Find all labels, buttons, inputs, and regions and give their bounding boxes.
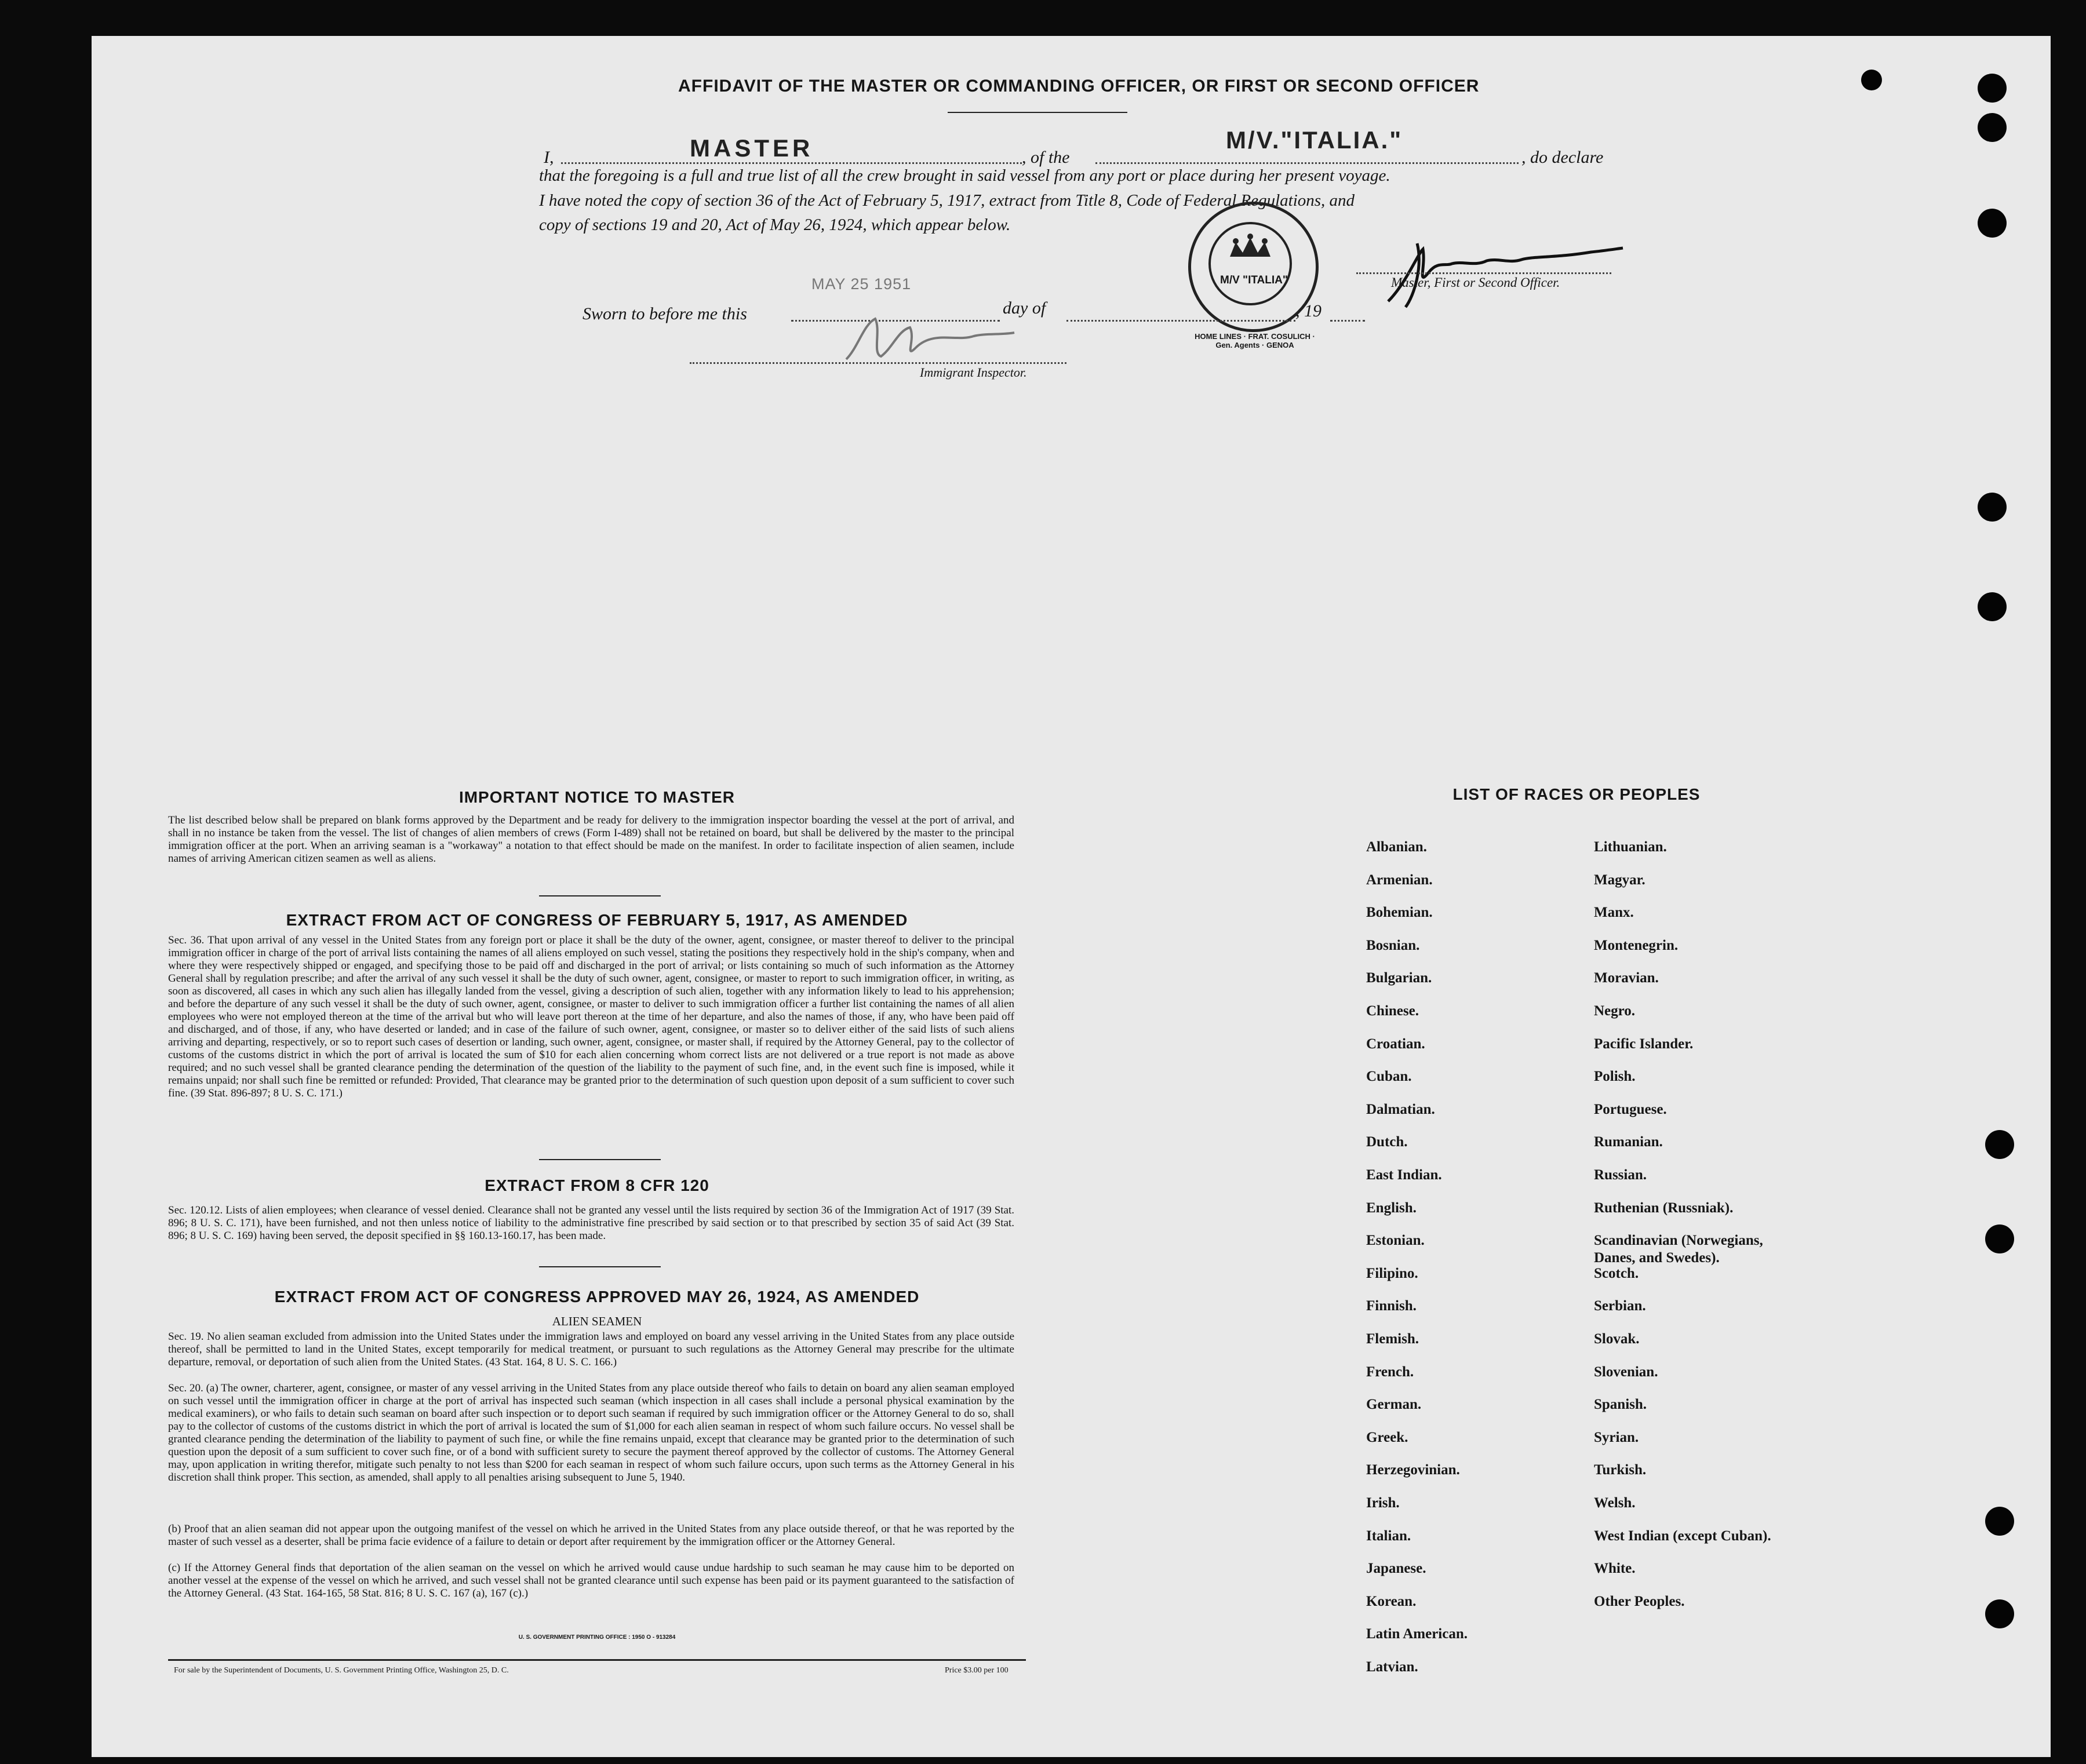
punch-hole [1861, 70, 1882, 90]
race-item: Turkish. [1594, 1462, 1647, 1478]
punch-hole [1978, 592, 2007, 621]
affidavit-title: AFFIDAVIT OF THE MASTER OR COMMANDING OFFICER, OR FIRST OR SECOND OFFICER [678, 76, 1480, 96]
title-rule [948, 112, 1127, 113]
extract-1924-sec19: Sec. 19. No alien seaman excluded from admission into the United States under the immigration laws and employed on board any vessel arriving in the United States from any place outside thereof, shall be permitted to land in the United States, except temporarily for medical treatment, or pursuant to such regulations as the Attorney General may prescribe for the ultimate departure, removal, or deportation of such alien from the United States. (43 Stat. 164, 8 U. S. C. 166.) [168, 1331, 1014, 1368]
race-item: Pacific Islander. [1594, 1036, 1694, 1052]
extract-1924-sec20b: (b) Proof that an alien seaman did not appear upon the outgoing manifest of the vessel on which he arrived in the United States from any place outside thereof, or that he was reported by the master of such vessel as a deserter, shall be prima facie evidence of a failure to detain or deport after requirement by the immigration officer or the Attorney General. [168, 1523, 1014, 1548]
alien-seamen-subtitle: ALIEN SEAMEN [552, 1314, 642, 1328]
race-item: Greek. [1366, 1429, 1408, 1445]
inspector-label: Immigrant Inspector. [920, 365, 1027, 380]
race-item: Serbian. [1594, 1298, 1646, 1314]
race-item: Latvian. [1366, 1659, 1418, 1675]
punch-hole [1978, 493, 2007, 522]
document-page [92, 36, 2051, 1757]
race-item: Polish. [1594, 1069, 1636, 1085]
inspector-signature [840, 307, 1020, 371]
punch-hole [1978, 209, 2007, 238]
signer-label: Master, First or Second Officer. [1391, 275, 1560, 290]
race-item: Danes, and Swedes). [1594, 1250, 1720, 1266]
race-item: West Indian (except Cuban). [1594, 1528, 1771, 1544]
race-item: French. [1366, 1364, 1414, 1380]
race-item: Manx. [1594, 905, 1634, 921]
punch-hole [1985, 1224, 2014, 1253]
inspector-line [690, 362, 1066, 364]
date-stamp: MAY 25 1951 [811, 275, 912, 293]
race-item: Spanish. [1594, 1397, 1647, 1413]
affidavit-line4: copy of sections 19 and 20, Act of May 26, 1924, which appear below. [539, 216, 1011, 234]
race-item: Finnish. [1366, 1298, 1417, 1314]
race-item: Scandinavian (Norwegians, [1594, 1233, 1763, 1249]
punch-hole [1978, 74, 2007, 103]
notice-text: The list described below shall be prepared on blank forms approved by the Department and be ready for delivery to the immigration inspector boarding the vessel at the port of arrival, and shall in no instance be taken from the vessel. The list of changes of alien members of crews (Form I-489) shall not be retained on board, but shall be delivered by the master to the principal immigration officer at the port. When an arriving seaman is a "workaway" a notation to that effect should be made on the manifest. In order to facilitate inspection of alien seamen, include names of arriving American citizen seamen as well as aliens. [168, 814, 1014, 865]
race-item: Filipino. [1366, 1265, 1418, 1281]
race-item: Ruthenian (Russniak). [1594, 1200, 1734, 1216]
race-item: Welsh. [1594, 1495, 1636, 1511]
race-item: Korean. [1366, 1593, 1417, 1609]
race-item: Italian. [1366, 1528, 1411, 1544]
race-item: Slovenian. [1594, 1364, 1658, 1380]
extract-cfr-title: EXTRACT FROM 8 CFR 120 [485, 1176, 709, 1194]
do-declare-label: , do declare [1521, 148, 1604, 167]
race-item: English. [1366, 1200, 1417, 1216]
race-item: Albanian. [1366, 839, 1427, 855]
race-item: Dutch. [1366, 1134, 1408, 1150]
printing-office-line: U. S. GOVERNMENT PRINTING OFFICE : 1950 O - 913284 [518, 1634, 676, 1641]
race-item: White. [1594, 1561, 1636, 1577]
race-item: Irish. [1366, 1495, 1400, 1511]
punch-hole [1978, 113, 2007, 142]
race-item: Bosnian. [1366, 937, 1420, 953]
extract-1917-rule [539, 1159, 661, 1160]
extract-1917-text: Sec. 36. That upon arrival of any vessel in the United States from any foreign port or place it shall be the duty of the owner, agent, consignee, or master thereof to deliver to the principal immigration officer in charge of the port of arrival lists containing the names of all aliens employed on such vessel, stating the positions they respectively hold in the ship's company, when and where they were respectively shipped or engaged, and specifying those to be paid off and discharged in the port of arrival; or lists containing so much of such information as the Attorney General shall by regulation prescribe; and after the arrival of any such vessel it shall be the duty of such owner, agent, consignee, or master to report to such immigration officer, in writing, as soon as discovered, all cases in which any such alien has illegally landed from the vessel, giving a description of such alien, together with any information likely to lead to his apprehension; and before the departure of any such vessel it shall be the duty of such owner, agent, consignee, or master to deliver to such immigration officer a further list containing the names of all alien employees who were not employed thereon at the time of the arrival but who will leave port thereon at the time of her departure, and also the names of those, if any, who have been paid off and discharged, and of those, if any, who have deserted or landed; and in case of the failure of such owner, agent, consignee, or master so to deliver either of the said lists of such aliens arriving and departing, respectively, or so to report such cases of desertion or landing, such owner, agent, consignee, or master shall, if required by the Attorney General, pay to the collector of customs of the customs district in which the port of arrival is located the sum of $10 for each alien concerning whom correct lists are not delivered or a true report is not made as above required; and no such vessel shall be granted clearance pending the determination of the question of the liability to the payment of such fine, and, in the event such fine is imposed, while it remains unpaid; nor shall such fine be remitted or refunded: Provided, That clearance may be granted prior to the determination of such question upon deposit of a sum sufficient to cover such fine. (39 Stat. 896-897; 8 U. S. C. 171.) [168, 934, 1014, 1099]
race-item: Scotch. [1594, 1265, 1639, 1281]
races-title: LIST OF RACES OR PEOPLES [1452, 785, 1701, 803]
race-item: Dalmatian. [1366, 1101, 1435, 1117]
race-item: Cuban. [1366, 1069, 1412, 1085]
race-item: Flemish. [1366, 1331, 1419, 1347]
extract-cfr-rule [539, 1266, 661, 1267]
vessel-name: M/V."ITALIA." [1226, 126, 1403, 154]
race-item: Rumanian. [1594, 1134, 1663, 1150]
race-item: Negro. [1594, 1003, 1636, 1019]
extract-1924-sec20a: Sec. 20. (a) The owner, charterer, agent, consignee, or master of any vessel arriving in the United States from any place outside thereof who fails to detain on board any alien seaman employed on such vessel until the immigration officer in charge at the port of arrival has inspected such seaman (which inspection in all cases shall include a personal physical examination by the medical examiners), or who fails to detain such seaman on board after such inspection or to deport such seaman if required by such immigration officer or the Attorney General to do so, shall pay to the collector of customs of the customs district in which the port of arrival is located the sum of $1,000 for each alien seaman in respect of whom such failure occurs. No vessel shall be granted clearance pending the determination of the liability to payment of such fine, or while the fine remains unpaid, except that clearance may be granted prior to the determination of such question upon the deposit of a sum sufficient to cover such fine, or of a bond with sufficient surety to secure the payment thereof approved by the collector of customs. The Attorney General may, upon application in writing therefor, mitigate such penalty to not less than $200 for each seaman in respect of whom such failure occurs, upon such terms as the Attorney General in his discretion shall think proper. This section, as amended, shall apply to all penalties arising subsequent to June 5, 1940. [168, 1382, 1014, 1484]
notice-rule [539, 895, 661, 896]
i-label: I, [544, 148, 554, 167]
race-item: Moravian. [1594, 970, 1659, 986]
race-item: Latin American. [1366, 1626, 1468, 1642]
race-item: Japanese. [1366, 1561, 1426, 1577]
stamp-center-text: M/V "ITALIA" [1220, 274, 1288, 286]
year-line [1330, 320, 1365, 322]
affidavit-line2: that the foregoing is a full and true list of all the crew brought in said vessel from any port or place during her present voyage. [539, 166, 1390, 185]
punch-hole [1985, 1599, 2014, 1628]
race-item: Herzegovinian. [1366, 1462, 1460, 1478]
punch-hole [1985, 1507, 2014, 1536]
notice-title: IMPORTANT NOTICE TO MASTER [458, 788, 736, 806]
race-item: East Indian. [1366, 1167, 1442, 1183]
day-of-label: day of [1003, 298, 1046, 318]
extract-1924-title: EXTRACT FROM ACT OF CONGRESS APPROVED MAY 26, 1924, AS AMENDED [274, 1288, 920, 1306]
footer-rule [168, 1659, 1026, 1661]
race-item: Other Peoples. [1594, 1593, 1685, 1609]
race-item: Russian. [1594, 1167, 1647, 1183]
race-item: Lithuanian. [1594, 839, 1667, 855]
race-item: Slovak. [1594, 1331, 1640, 1347]
race-item: Syrian. [1594, 1429, 1639, 1445]
stamp-outer-text: HOME LINES · FRAT. COSULICH · Gen. Agents · GENOA [1195, 332, 1315, 349]
year-label: , 19 [1295, 301, 1322, 320]
race-item: Magyar. [1594, 872, 1645, 888]
race-item: Bohemian. [1366, 905, 1433, 921]
signature-line [1356, 272, 1611, 274]
race-item: Bulgarian. [1366, 970, 1432, 986]
extract-cfr-text: Sec. 120.12. Lists of alien employees; when clearance of vessel denied. Clearance shall not be granted any vessel until the lists required by section 36 of the Immigration Act of 1917 (39 Stat. 896; 8 U. S. C. 171), have been furnished, and not then unless notice of liability to the administrative fine prescribed by said section or to that prescribed by section 35 of said Act (39 Stat. 896; 8 U. S. C. 169) having been served, the deposit specified in §§ 160.13-160.17, has been made. [168, 1204, 1014, 1242]
race-item: Estonian. [1366, 1233, 1425, 1249]
race-item: Montenegrin. [1594, 937, 1679, 953]
of-the-label: , of the [1022, 148, 1070, 167]
stamp-seal-graphic [1188, 202, 1313, 326]
race-item: Croatian. [1366, 1036, 1425, 1052]
punch-hole [1985, 1130, 2014, 1159]
affidavit-line3: I have noted the copy of section 36 of the Act of February 5, 1917, extract from Title 8, Code of Federal Regulations, and [539, 191, 1355, 210]
day-line [1066, 320, 1295, 322]
sale-notice: For sale by the Superintendent of Documents, U. S. Government Printing Office, Washington 25, D. C. [174, 1666, 509, 1675]
officer-line [561, 162, 1022, 164]
sworn-label: Sworn to before me this [583, 304, 747, 323]
extract-1917-title: EXTRACT FROM ACT OF CONGRESS OF FEBRUARY 5, 1917, AS AMENDED [286, 911, 908, 929]
officer-name: MASTER [690, 134, 814, 162]
race-item: Armenian. [1366, 872, 1433, 888]
race-item: German. [1366, 1397, 1422, 1413]
race-item: Portuguese. [1594, 1101, 1667, 1117]
vessel-line [1095, 162, 1519, 164]
race-item: Chinese. [1366, 1003, 1419, 1019]
price-notice: Price $3.00 per 100 [945, 1666, 1009, 1675]
extract-1924-sec20c: (c) If the Attorney General finds that deportation of the alien seaman on the vessel on which he arrived would cause undue hardship to such seaman he may cause him to be deported on another vessel at the expense of the vessel on which he arrived, and such vessel shall not be granted clearance until such expense has been paid or its payment guaranteed to the satisfaction of the Attorney General. (43 Stat. 164-165, 58 Stat. 816; 8 U. S. C. 167 (a), 167 (c).) [168, 1562, 1014, 1599]
